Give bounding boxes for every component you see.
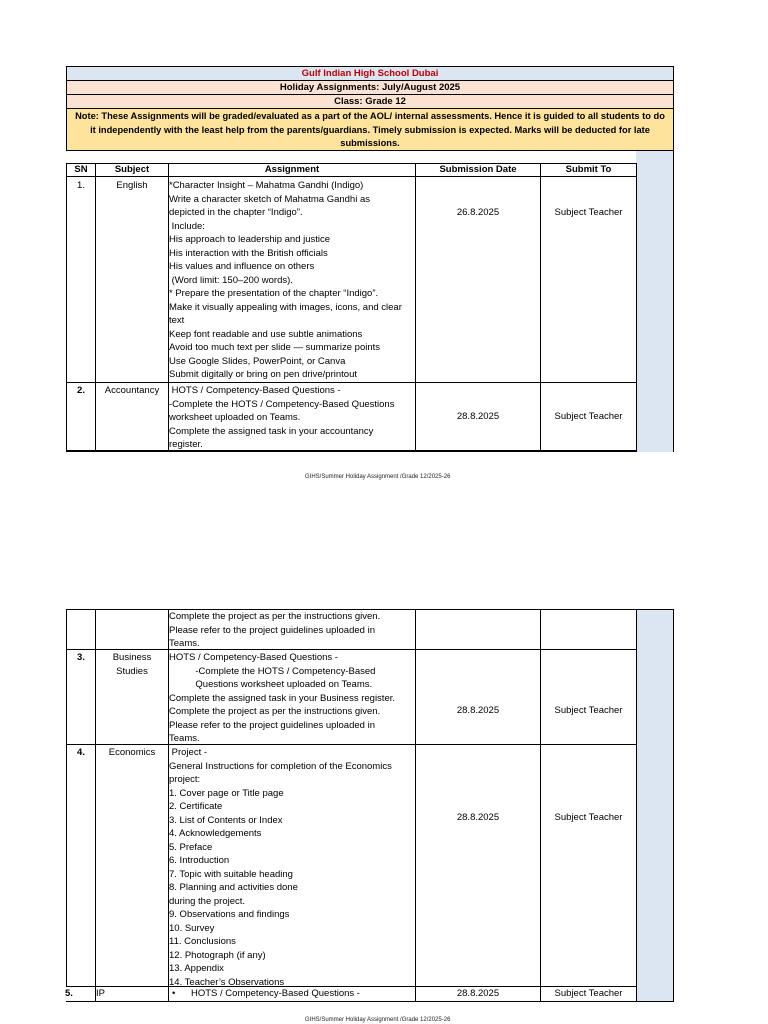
table-row-date: 28.8.2025: [415, 382, 541, 452]
bullet-icon: •: [172, 988, 176, 999]
table-row-date: 28.8.2025: [415, 744, 541, 987]
table-row-assignment: HOTS / Competency-Based Questions - -Complete the HOTS / Competency-Based Questions worksheet uploaded on Teams. Complete the assigned task in your Business register. Complete the project as per the instructions given. Please refer to the project guidelines uploaded in Teams.: [168, 649, 416, 745]
table-row-submit-to: Subject Teacher: [540, 649, 637, 745]
side-strip: [636, 151, 674, 452]
table-row-subject: Business Studies: [95, 649, 169, 745]
note-band: [66, 108, 674, 151]
table-row-subject: IP: [95, 986, 169, 1002]
school-name: Gulf Indian High School Dubai: [301, 68, 439, 79]
table-row-subject: Economics: [95, 744, 169, 987]
page-footer: GIHS/Summer Holiday Assignment /Grade 12/2025-26: [305, 1017, 451, 1023]
table-row-sn: 3.: [66, 649, 96, 745]
col-header-assignment: Assignment: [168, 163, 416, 177]
col-header-sn: SN: [66, 163, 96, 177]
table-row-sn: 2.: [66, 382, 96, 452]
table-row-sn: 4.: [66, 744, 96, 987]
side-strip: [636, 609, 674, 1002]
holiday-title-band: [66, 80, 674, 95]
table-row-sn: 1.: [66, 176, 96, 383]
table-row-subject: Accountancy: [95, 382, 169, 452]
table-row-date: 28.8.2025: [415, 986, 541, 1002]
table-row-subject: [95, 609, 169, 650]
table-row-subject: English: [95, 176, 169, 383]
table-row-date: [415, 609, 541, 650]
english-assignment-lines: *Character Insight – Mahatma Gandhi (Indigo) Write a character sketch of Mahatma Gandhi as depicted in the chapter “Indigo”. Include: His approach to leadership and justice His interaction with the British officials His values and influence on others (Word limit: 150–200 words). * Prepare the presentation of the chapter “Indigo”. Make it visually appealing with images, icons, and clear text Keep font readable and use subtle animations Avoid too much text per slide — summarize points Use Google Slides, PowerPoint, or Canva Submit digitally or bring on pen drive/printout: [169, 180, 402, 380]
class-band: [66, 94, 674, 109]
assignment-note: Note: These Assignments will be graded/evaluated as a part of the AOL/ internal assessments. Hence it is guided to all students to do it independently with the least help from the parents/guardians. Timely submission is expected. Marks will be deducted for late submissions.: [75, 111, 665, 148]
assignment-table: [66, 163, 637, 452]
table-row-submit-to: Subject Teacher: [540, 176, 637, 383]
table-row-date: 26.8.2025: [415, 176, 541, 383]
table-row-submit-to: [540, 609, 637, 650]
table-row-submit-to: Subject Teacher: [540, 744, 637, 987]
table-row-assignment: Complete the project as per the instructions given. Please refer to the project guidelines uploaded in Teams.: [168, 609, 416, 650]
class-label: Class: Grade 12: [334, 96, 406, 107]
col-header-submit-to: Submit To: [540, 163, 637, 177]
table-row-assignment: HOTS / Competency-Based Questions - -Complete the HOTS / Competency-Based Questions worksheet uploaded on Teams. Complete the assigned task in your accountancy register.: [168, 382, 416, 452]
col-header-subject: Subject: [95, 163, 169, 177]
school-name-band: [66, 66, 674, 81]
table-row-submit-to: Subject Teacher: [540, 986, 637, 1002]
holiday-title: Holiday Assignments: July/August 2025: [279, 82, 461, 93]
page-footer: GIHS/Summer Holiday Assignment /Grade 12/2025-26: [305, 474, 451, 480]
table-row-assignment: Project - General Instructions for completion of the Economics project: 1. Cover page or Title page 2. Certificate 3. List of Contents or Index 4. Acknowledgements 5. Preface 6. Introduction 7. Topic with suitable heading 8. Planning and activities done during the project. 9. Observations and findings 10. Survey 11. Conclusions 12. Photograph (if any) 13. Appendix 14. Teacher’s Observations: [168, 744, 416, 987]
table-row-assignment: [168, 176, 416, 383]
table-row-sn: [66, 609, 96, 650]
assignment-table-continued: [66, 609, 637, 1002]
col-header-submission-date: Submission Date: [415, 163, 541, 177]
table-row-submit-to: Subject Teacher: [540, 382, 637, 452]
table-row-date: 28.8.2025: [415, 649, 541, 745]
table-row-sn: 5.: [66, 986, 96, 1002]
table-row-assignment: • HOTS / Competency-Based Questions -: [168, 986, 416, 1002]
